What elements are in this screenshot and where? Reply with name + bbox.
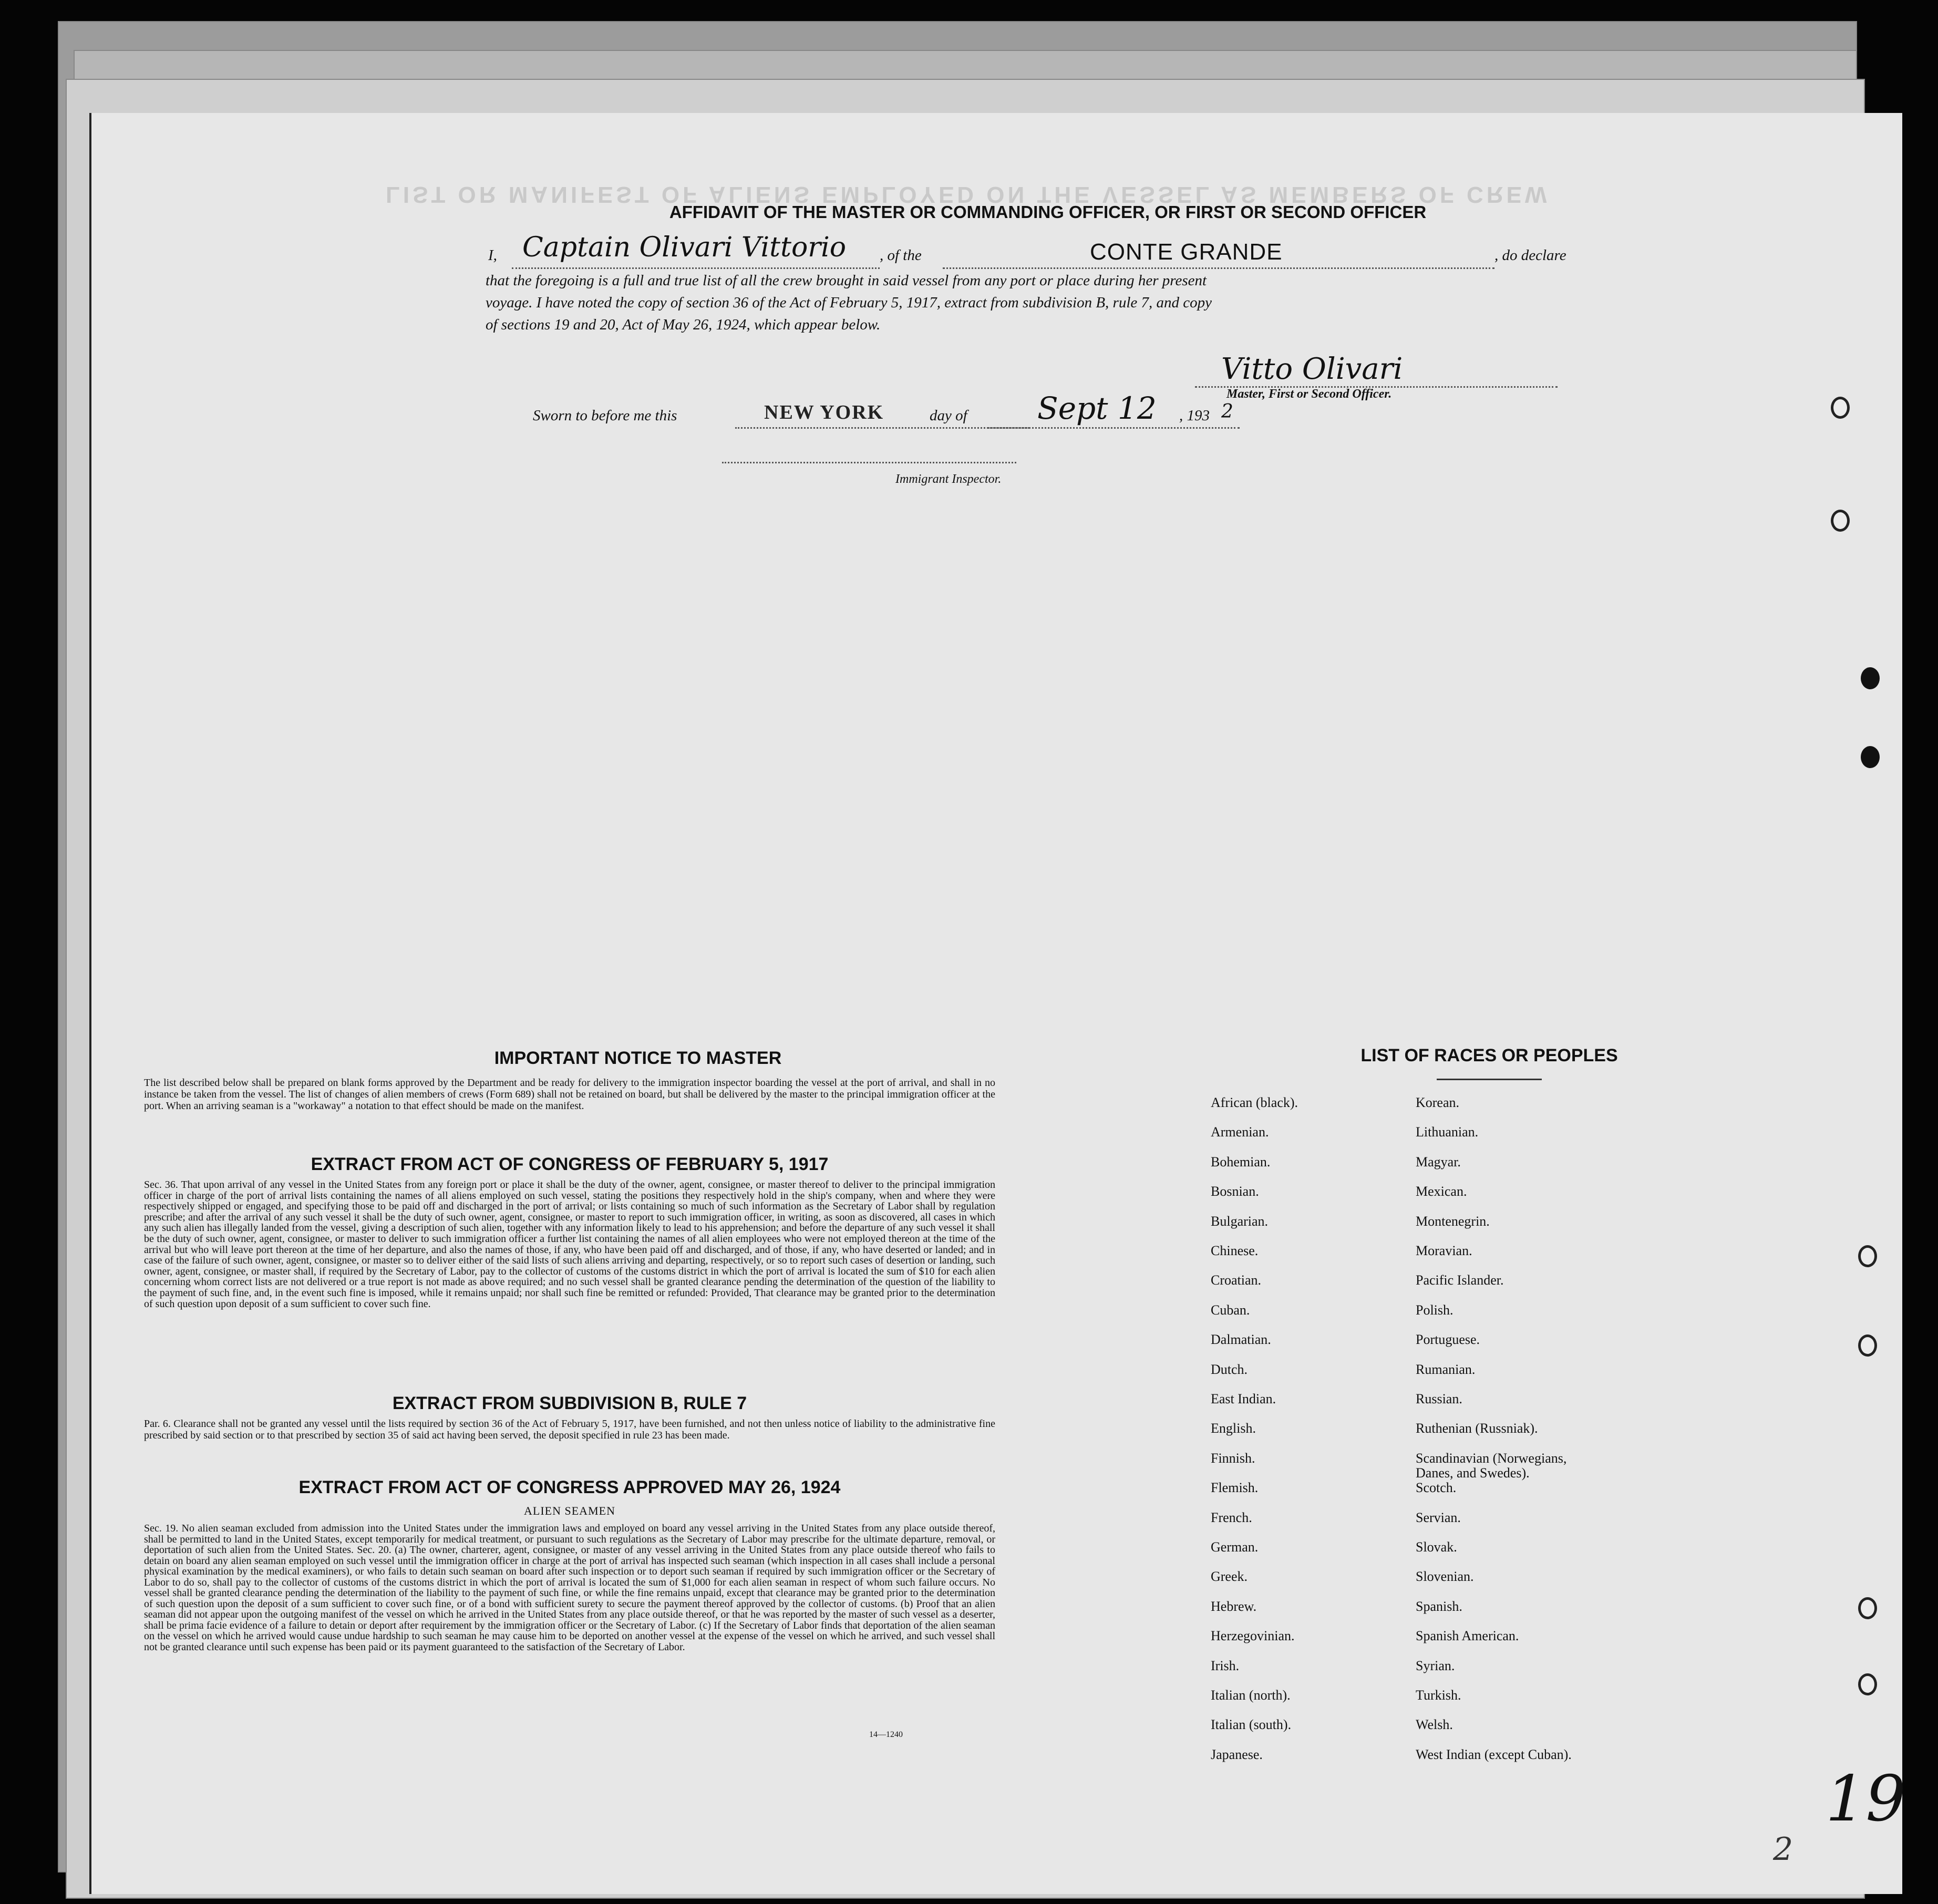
manifest-page (89, 113, 1906, 1894)
punch-hole (1858, 1597, 1877, 1619)
sworn-place: NEW YORK (764, 401, 884, 423)
race-item: Hebrew. (1211, 1598, 1257, 1614)
race-item: Polish. (1416, 1302, 1454, 1318)
master-name: Captain Olivari Vittorio (522, 232, 847, 263)
bleed-through-title: LIST OR MANIFEST OF ALIENS EMPLOYED ON THE VESSEL AS MEMBERS OF CREW (386, 182, 1550, 208)
race-item: Armenian. (1211, 1124, 1269, 1140)
race-item: Dalmatian. (1211, 1332, 1271, 1348)
race-item: Servian. (1416, 1509, 1461, 1525)
race-item: Lithuanian. (1416, 1124, 1479, 1140)
rule-7-heading: EXTRACT FROM SUBDIVISION B, RULE 7 (392, 1393, 747, 1413)
race-item: Bosnian. (1211, 1184, 1259, 1199)
affidavit-line-2: voyage. I have noted the copy of section 36 of the Act of February 5, 1917, extract from subdivision B, rule 7, and copy (486, 294, 1212, 311)
punch-hole (1831, 397, 1850, 419)
page-number: 19 (1826, 1763, 1906, 1836)
race-item: Mexican. (1416, 1184, 1467, 1199)
race-item: Korean. (1416, 1095, 1460, 1110)
vessel-line (943, 267, 1494, 269)
race-item: Chinese. (1211, 1243, 1259, 1258)
notice-body: The list described below shall be prepared on blank forms approved by the Department and be ready for delivery to the immigration inspector boarding the vessel at the port of arrival, and shall in no instance be taken from the vessel. The list of changes of alien members of crews (Form 689) shall not be retained on board, but shall be delivered by the master to the principal immigration officer at the port. When an arriving seaman is a "workaway" a notation to that effect should be made on the manifest. (144, 1077, 995, 1112)
race-item: Scandinavian (Norwegians, Danes, and Swedes). (1416, 1450, 1567, 1481)
race-item: African (black). (1211, 1095, 1298, 1110)
race-item: Portuguese. (1416, 1332, 1480, 1348)
punch-hole (1858, 1245, 1877, 1267)
punch-hole (1858, 1673, 1877, 1695)
race-item: Moravian. (1416, 1243, 1472, 1258)
race-item: Syrian. (1416, 1658, 1455, 1673)
races-heading: LIST OF RACES OR PEOPLES (1360, 1046, 1618, 1065)
punch-hole (1831, 510, 1850, 532)
punch-hole (1861, 746, 1880, 768)
day-of-label: day of (930, 407, 967, 424)
name-line (512, 267, 880, 269)
rule-7-body: Par. 6. Clearance shall not be granted any vessel until the lists required by section 36 of the Act of February 5, 1917, have been furnished, and not then unless notice of liability to the administrative fine prescribed by said section or to that prescribed by section 35 of said act having been served, the deposit specified in rule 23 has been made. (144, 1418, 995, 1441)
race-item: Spanish American. (1416, 1628, 1519, 1644)
year-suffix: 2 (1221, 401, 1233, 422)
race-item: Finnish. (1211, 1450, 1255, 1466)
race-item: Spanish. (1416, 1598, 1462, 1614)
race-item: Dutch. (1211, 1361, 1248, 1377)
alien-seamen-subheading: ALIEN SEAMEN (524, 1504, 615, 1517)
race-item: Rumanian. (1416, 1361, 1476, 1377)
extract-1917-heading: EXTRACT FROM ACT OF CONGRESS OF FEBRUARY 5, 1917 (311, 1154, 829, 1174)
officer-signature: Vitto Olivari (1221, 352, 1403, 386)
race-item: Montenegrin. (1416, 1213, 1490, 1229)
race-item: Slovak. (1416, 1539, 1457, 1555)
of-the-label: , of the (880, 247, 922, 264)
form-number: 14—1240 (869, 1730, 903, 1739)
race-item: Flemish. (1211, 1480, 1259, 1496)
officer-caption: Master, First or Second Officer. (1226, 387, 1392, 401)
extract-1924-body: Sec. 19. No alien seaman excluded from admission into the United States under the immigration laws and employed on board any vessel arriving in the United States from any place outside thereof, shall be permitted to land in the United States, except temporarily for medical treatment, or pursuant to such regulations as the Secretary of Labor may prescribe for the ultimate departure, removal, or deportation of such alien from the United States. Sec. 20. (a) The owner, charterer, agent, consignee, or master of any vessel arriving in the United States from any place outside thereof who fails to detain on board any alien seaman employed on such vessel until the immigration officer in charge at the port of arrival has inspected such seaman (which inspection in all cases shall include a personal physical examination by the medical examiners), or who fails to detain such seaman on board after such inspection or to deport such seaman if required by such immigration officer or the Secretary of Labor to do so, shall pay to the collector of customs of the customs district in which the port of arrival is located the sum of $1,000 for each alien seaman in respect of whom such failure occurs. No vessel shall be granted clearance pending the determination of the liability to the payment of such fine, or while the fine remains unpaid, except that clearance may be granted prior to the determination of such question upon the deposit of a sum sufficient to cover such fine, or of a bond with sufficient surety to secure the payment thereof approved by the collector of customs. (b) Proof that an alien seaman did not appear upon the outgoing manifest of the vessel on which he arrived in the United States from any place outside thereof, or that he was reported by the master of such vessel as a deserter, shall be prima facie evidence of a failure to detain or deport after requirement by the immigration officer or the Secretary of Labor. (c) If the Secretary of Labor finds that deportation of the alien seaman on the vessel on which he arrived would cause undue hardship to such seaman he may cause him to be deported on another vessel at the expense of the vessel on which he arrived, and such vessel shall not be granted clearance until such expense has been paid or its payment guaranteed to the satisfaction of the Secretary of Labor. (144, 1523, 995, 1653)
race-item: Croatian. (1211, 1272, 1262, 1288)
affidavit-statement (486, 270, 1589, 336)
affidavit-line-1: that the foregoing is a full and true list of all the crew brought in said vessel from any port or place during her present (486, 272, 1207, 289)
race-item: Scotch. (1416, 1480, 1457, 1496)
race-item: English. (1211, 1421, 1256, 1436)
race-item: Greek. (1211, 1569, 1248, 1585)
race-item: Cuban. (1211, 1302, 1250, 1318)
race-item: Turkish. (1416, 1688, 1461, 1703)
punch-hole (1861, 667, 1880, 689)
inspector-caption: Immigrant Inspector. (895, 472, 1002, 486)
race-item: Ruthenian (Russniak). (1416, 1421, 1538, 1436)
sworn-place-line (735, 427, 1029, 429)
sworn-label: Sworn to before me this (533, 407, 677, 424)
race-item: West Indian (except Cuban). (1416, 1746, 1572, 1762)
i-label: I, (488, 247, 497, 264)
vessel-name: CONTE GRANDE (1090, 239, 1283, 265)
race-item: Pacific Islander. (1416, 1272, 1504, 1288)
race-item: Bohemian. (1211, 1154, 1271, 1170)
race-item: Japanese. (1211, 1746, 1263, 1762)
do-declare-label: , do declare (1494, 247, 1566, 264)
race-item: Italian (south). (1211, 1717, 1292, 1733)
race-item: East Indian. (1211, 1391, 1276, 1406)
race-item: Irish. (1211, 1658, 1240, 1673)
race-item: Italian (north). (1211, 1688, 1291, 1703)
races-heading-rule (1437, 1079, 1542, 1080)
punch-hole (1858, 1334, 1877, 1357)
race-item: German. (1211, 1539, 1259, 1555)
sworn-date-line (987, 427, 1240, 429)
race-item: Magyar. (1416, 1154, 1461, 1170)
race-item: Russian. (1416, 1391, 1462, 1406)
sworn-date: Sept 12 (1037, 390, 1157, 426)
bottom-mark: 2 (1773, 1831, 1793, 1868)
race-item: Bulgarian. (1211, 1213, 1269, 1229)
extract-1924-heading: EXTRACT FROM ACT OF CONGRESS APPROVED MAY 26, 1924 (298, 1477, 841, 1497)
race-item: Welsh. (1416, 1717, 1453, 1733)
extract-1917-body: Sec. 36. That upon arrival of any vessel in the United States from any foreign port or place it shall be the duty of the owner, agent, consignee, or master thereof to deliver to the principal immigration officer in charge of the port of arrival lists containing the names of all aliens employed on such vessel, stating the positions they respectively hold in the ship's company, when and where they were respectively shipped or engaged, and specifying those to be paid off and discharged in the port of arrival; or lists containing so much of such information as the Secretary of Labor shall by regulation prescribe; and after the arrival of any such vessel it shall be the duty of such owner, agent, consignee, or master to report to such immigration officer, in writing, as soon as discovered, all cases in which any such alien has illegally landed from the vessel, giving a description of such alien, together with any information likely to lead to his apprehension; and before the departure of any such vessel it shall be the duty of such owner, agent, consignee, or master to deliver to such immigration officer a further list containing the names of all alien employees who were not employed thereon at the time of the arrival but who will leave port thereon at the time of her departure, and also the names of those, if any, who have been paid off and discharged, and of those, if any, who have deserted or landed; and in case of the failure of such owner, agent, consignee, or master so to deliver either of the said lists of such aliens arriving and departing, respectively, or so to report such cases of desertion or landing, such owner, agent, consignee, or master shall, if required by the Secretary of Labor, pay to the collector of customs of the customs district in which the port of arrival is located the sum of $10 for each alien concerning whom correct lists are not delivered or a true report is not made as above required; and no such vessel shall be granted clearance pending the determination of the question of the liability to the payment of such fine, and, in the event such fine is imposed, while it remains unpaid; nor shall such fine be remitted or refunded: Provided, That clearance may be granted prior to the determination of such question upon deposit of a sum sufficient to cover such fine. (144, 1179, 995, 1310)
notice-heading: IMPORTANT NOTICE TO MASTER (494, 1048, 782, 1068)
year-prefix: , 193 (1179, 407, 1210, 424)
inspector-signature-line (722, 462, 1016, 463)
race-item: Slovenian. (1416, 1569, 1474, 1585)
race-item: Herzegovinian. (1211, 1628, 1295, 1644)
affidavit-line-3: of sections 19 and 20, Act of May 26, 1924, which appear below. (486, 316, 881, 333)
race-item: French. (1211, 1509, 1252, 1525)
affidavit-title: AFFIDAVIT OF THE MASTER OR COMMANDING OFFICER, OR FIRST OR SECOND OFFICER (669, 202, 1427, 222)
